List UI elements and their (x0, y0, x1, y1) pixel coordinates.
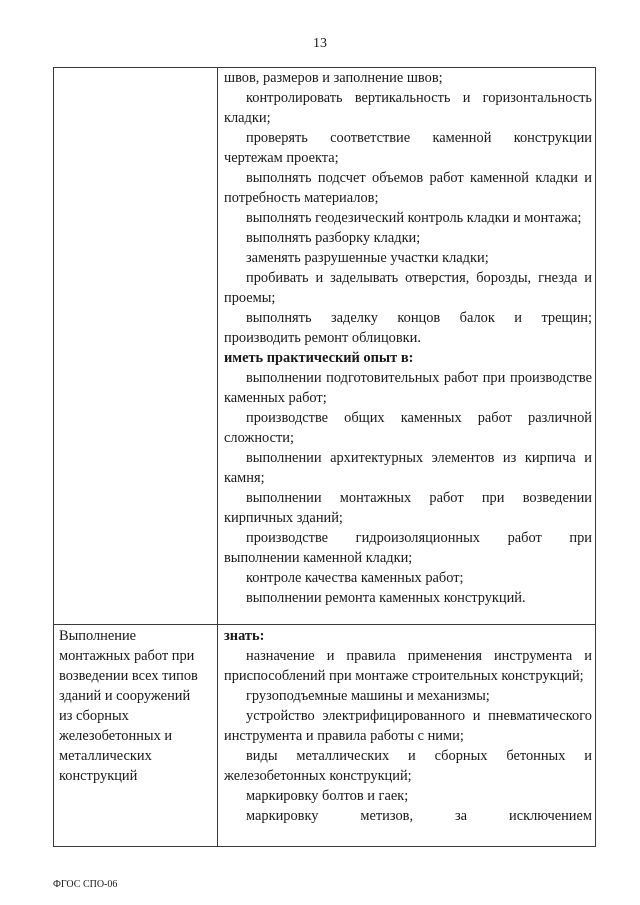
activity-line: из сборных (59, 708, 129, 724)
requirement-item: выполнении монтажных работ при возведении кирпичных зданий; (224, 490, 592, 526)
requirement-item: маркировку метизов, за исключением (246, 808, 592, 824)
requirement-item: маркировку болтов и гаек; (246, 788, 409, 804)
requirement-item: выполнять геодезический контроль кладки и монтажа; (246, 210, 582, 226)
requirement-item: заменять разрушенные участки кладки; (246, 250, 489, 266)
requirement-item: выполнять заделку концов балок и трещин; производить ремонт облицовки. (224, 310, 592, 346)
table-border-right (595, 67, 596, 847)
requirement-item: пробивать и заделывать отверстия, борозды, гнезда и проемы; (224, 270, 592, 306)
requirement-item: проверять соответствие каменной конструкции чертежам проекта; (224, 130, 592, 166)
requirement-item: контролировать вертикальность и горизонтальность кладки; (224, 90, 592, 126)
requirement-item: устройство электрифицированного и пневматического инструмента и правила работы с ними; (224, 708, 592, 744)
requirement-item: производстве гидроизоляционных работ при выполнении каменной кладки; (224, 530, 592, 566)
section-heading: иметь практический опыт в: (224, 350, 414, 366)
requirement-item: швов, размеров и заполнение швов; (224, 70, 443, 86)
table-border-left (53, 67, 54, 847)
activity-line: металлических (59, 748, 152, 764)
section-heading: знать: (224, 628, 265, 644)
requirement-item: грузоподъемные машины и механизмы; (246, 688, 490, 704)
activity-line: Выполнение (59, 628, 137, 644)
requirement-item: виды металлических и сборных бетонных и железобетонных конструкций; (224, 748, 592, 784)
requirement-item: выполнять разборку кладки; (246, 230, 421, 246)
activity-line: железобетонных и (59, 728, 173, 744)
requirement-item: выполнении подготовительных работ при производстве каменных работ; (224, 370, 592, 406)
requirement-item: производстве общих каменных работ различной сложности; (224, 410, 592, 446)
activity-line: возведении всех типов (59, 668, 198, 684)
row-divider (53, 624, 596, 625)
activity-line: монтажных работ при (59, 648, 195, 664)
requirement-item: выполнении архитектурных элементов из кирпича и камня; (224, 450, 592, 486)
table-border-middle (217, 67, 218, 847)
row2-activity-cell (59, 626, 214, 786)
page-number: 13 (313, 36, 327, 51)
requirement-item: назначение и правила применения инструмента и приспособлений при монтаже строительных конструкций; (224, 648, 592, 684)
footer-code: ФГОС СПО-06 (53, 879, 118, 890)
row2-knowledge-cell (224, 626, 592, 826)
activity-line: конструкций (59, 768, 138, 784)
row1-knowledge-cell (224, 68, 592, 608)
requirements-table (53, 67, 596, 847)
requirement-item: выполнении ремонта каменных конструкций. (246, 590, 526, 606)
requirement-item: выполнять подсчет объемов работ каменной кладки и потребность материалов; (224, 170, 592, 206)
table-border-bottom (53, 846, 596, 847)
requirement-item: контроле качества каменных работ; (246, 570, 464, 586)
activity-line: зданий и сооружений (59, 688, 191, 704)
